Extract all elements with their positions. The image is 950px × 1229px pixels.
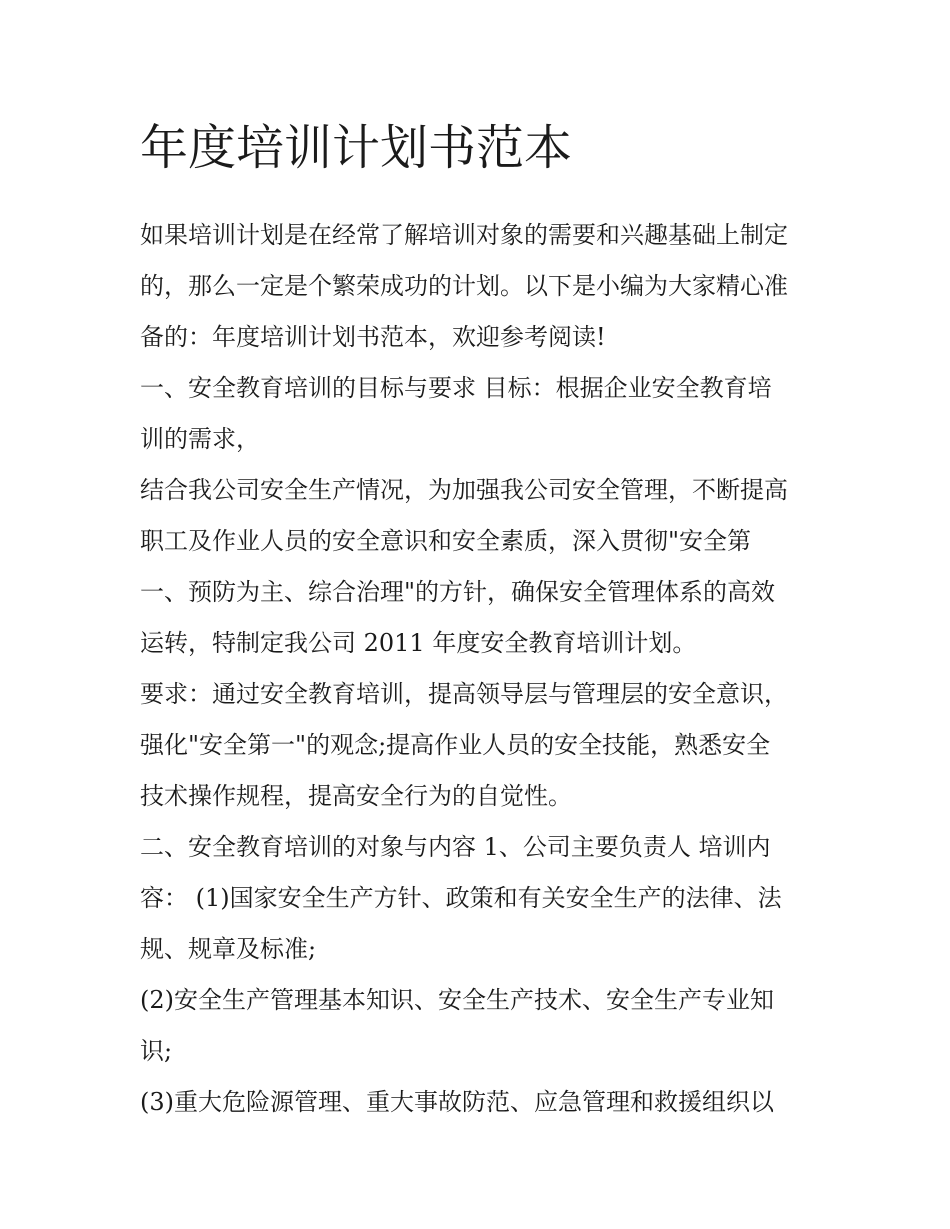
- text-line: 二、安全教育培训的对象与内容 1、公司主要负责人 培训内: [140, 833, 771, 861]
- text-line: 要求：通过安全教育培训，提高领导层与管理层的安全意识，: [140, 680, 788, 708]
- paragraph-section-one-heading: [140, 363, 820, 465]
- text-line: 结合我公司安全生产情况，为加强我公司安全管理，不断提高: [140, 476, 788, 504]
- text-line: 规、规章及标准;: [140, 935, 317, 963]
- text-line: 职工及作业人员的安全意识和安全素质，深入贯彻"安全第: [140, 527, 752, 555]
- text-line: 容： (1)国家安全生产方针、政策和有关安全生产的法律、法: [140, 884, 782, 912]
- text-line: 的，那么一定是个繁荣成功的计划。以下是小编为大家精心准: [140, 272, 788, 300]
- text-line: 备的：年度培训计划书范本，欢迎参考阅读!: [140, 323, 606, 351]
- text-line: (3)重大危险源管理、重大事故防范、应急管理和救援组织以: [140, 1088, 774, 1116]
- text-line: 训的需求，: [140, 425, 260, 453]
- text-line: 强化"安全第一"的观念;提高作业人员的安全技能，熟悉安全: [140, 731, 771, 759]
- text-line: 技术操作规程，提高安全行为的自觉性。: [140, 782, 572, 810]
- paragraph-requirements: [140, 669, 820, 822]
- text-line: 一、安全教育培训的目标与要求 目标：根据企业安全教育培: [140, 374, 772, 402]
- paragraph-item-2: [140, 975, 820, 1077]
- text-line: (2)安全生产管理基本知识、安全生产技术、安全生产专业知: [140, 986, 774, 1014]
- text-line: 一、预防为主、综合治理"的方针，确保安全管理体系的高效: [140, 578, 776, 606]
- paragraph-section-two: [140, 822, 820, 975]
- document-content: [140, 112, 820, 1128]
- text-line: 识;: [140, 1037, 173, 1065]
- paragraph-intro: [140, 210, 820, 363]
- text-line: 如果培训计划是在经常了解培训对象的需要和兴趣基础上制定: [140, 221, 788, 249]
- paragraph-item-3: [140, 1077, 820, 1128]
- paragraph-goal: [140, 465, 820, 669]
- document-title: 年度培训计划书范本: [140, 120, 573, 176]
- text-line: 运转，特制定我公司 2011 年度安全教育培训计划。: [140, 629, 697, 657]
